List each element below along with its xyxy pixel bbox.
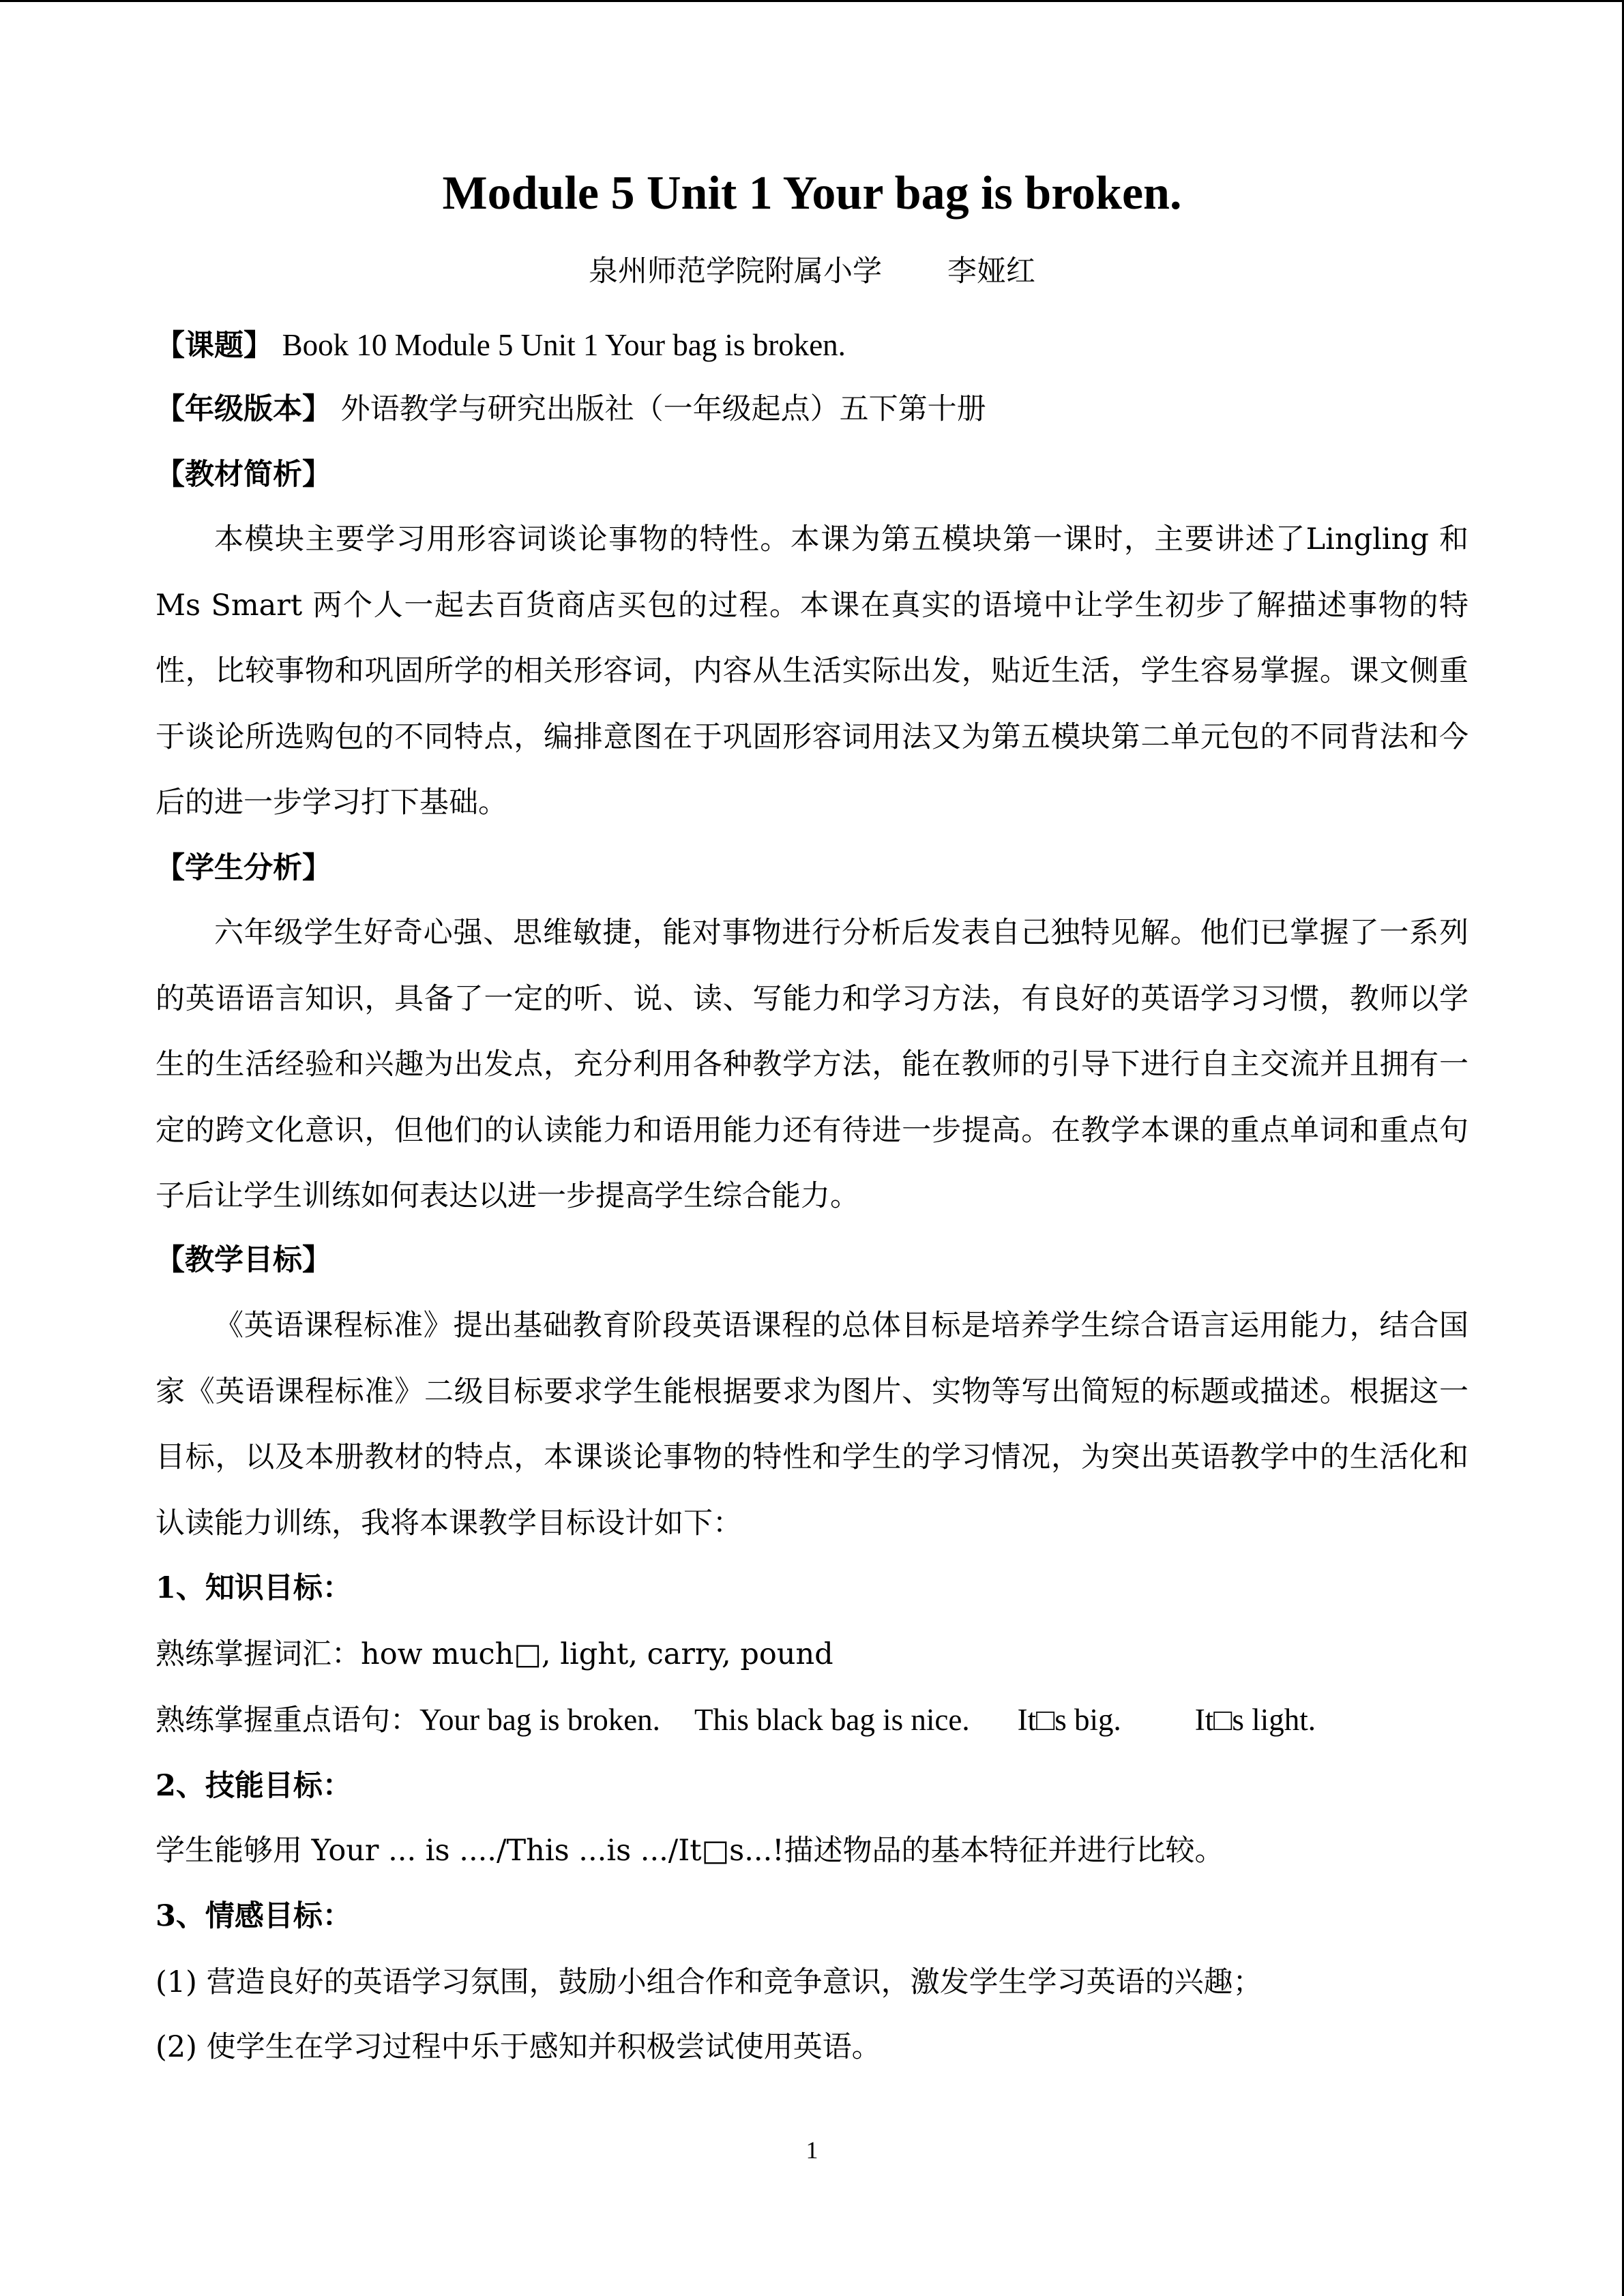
emotion-item-2: (2) 使学生在学习过程中乐于感知并积极尝试使用英语。 [156, 2030, 881, 2064]
knowledge-vocab: 熟练掌握词汇：how much□, light, carry, pound [156, 1637, 833, 1671]
page-title: Module 5 Unit 1 Your bag is broken. [442, 167, 1182, 220]
knowledge-sentences [156, 1699, 1468, 1741]
grade-text: 外语教学与研究出版社（一年级起点）五下第十册 [340, 392, 986, 426]
student-heading: 【学生分析】 [156, 851, 331, 885]
skill-text: 学生能够用 Your ... is ..../This ...is .../It□s...!描述物品的基本特征并进行比较。 [156, 1834, 1224, 1868]
sentence-label: 熟练掌握重点语句： [156, 1703, 419, 1738]
material-paragraph: 本模块主要学习用形容词谈论事物的特性。本课为第五模块第一课时，主要讲述了Lingling 和 Ms Smart 两个人一起去百货商店买包的过程。本课在真实的语境中让学生初步了解描述事物的特性，比较事物和巩固所学的相关形容词，内容从生活实际出发，贴近生活，学生容易掌握。课文侧重于谈论所选购包的不同特点，编排意图在于巩固形容词用法又为第五模块第二单元包的不同背法和今后的进一步学习打下基础。 [156, 522, 1468, 820]
sentence-3: It□s big. [1017, 1703, 1121, 1737]
author-line [156, 251, 1468, 292]
teacher-name: 李娅红 [947, 254, 1035, 288]
skill-heading: 2、技能目标： [156, 1769, 352, 1803]
sentence-4: It□s light. [1194, 1703, 1316, 1737]
page-number: 1 [806, 2136, 818, 2164]
student-paragraph: 六年级学生好奇心强、思维敏捷，能对事物进行分析后发表自己独特见解。他们已掌握了一系列的英语语言知识，具备了一定的听、说、读、写能力和学习方法，有良好的英语学习习惯，教师以学生的生活经验和兴趣为出发点，充分利用各种教学方法，能在教师的引导下进行自主交流并且拥有一定的跨文化意识，但他们的认读能力和语用能力还有待进一步提高。在教学本课的重点单词和重点句子后让学生训练如何表达以进一步提高学生综合能力。 [156, 916, 1468, 1213]
material-heading: 【教材简析】 [156, 458, 331, 492]
top-border [0, 0, 1624, 2]
grade-line [156, 389, 1468, 430]
topic-heading: 【课题】 [156, 329, 273, 363]
emotion-item-1: (1) 营造良好的英语学习氛围，鼓励小组合作和竞争意识，激发学生学习英语的兴趣； [156, 1965, 1263, 1999]
topic-text: Book 10 Module 5 Unit 1 Your bag is broken. [282, 328, 846, 362]
school-name: 泉州师范学院附属小学 [589, 254, 882, 288]
grade-heading: 【年级版本】 [156, 392, 331, 426]
emotion-heading: 3、情感目标： [156, 1899, 352, 1933]
sentence-2: This black bag is nice. [694, 1703, 970, 1737]
sentence-1: Your bag is broken. [419, 1703, 660, 1737]
topic-line [156, 325, 1468, 366]
knowledge-heading: 1、知识目标： [156, 1571, 352, 1605]
goal-heading: 【教学目标】 [156, 1243, 331, 1277]
goal-paragraph: 《英语课程标准》提出基础教育阶段英语课程的总体目标是培养学生综合语言运用能力，结合国家《英语课程标准》二级目标要求学生能根据要求为图片、实物等写出简短的标题或描述。根据这一目标，以及本册教材的特点，本课谈论事物的特性和学生的学习情况，为突出英语教学中的生活化和认读能力训练，我将本课教学目标设计如下： [156, 1309, 1468, 1540]
